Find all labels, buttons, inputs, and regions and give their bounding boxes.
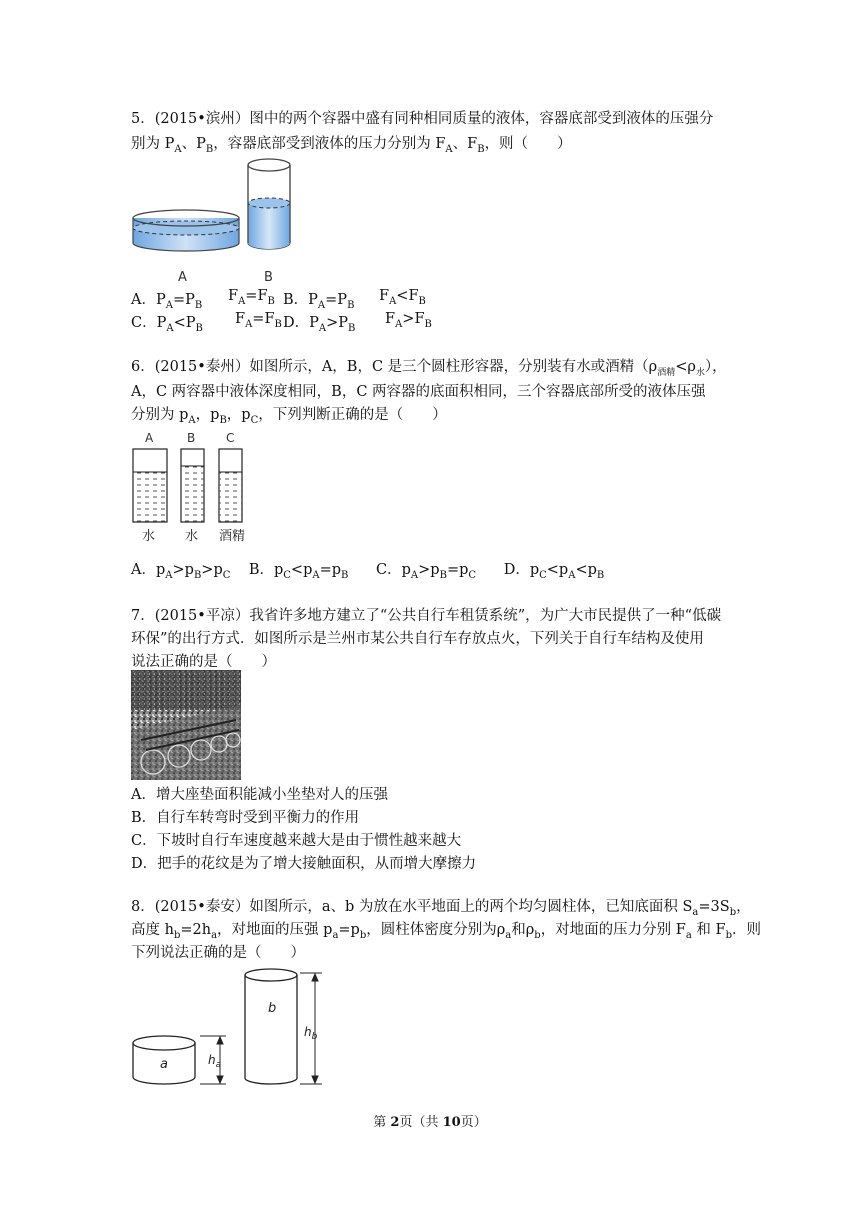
q5-option-a-force: $F_A=F_B$: [228, 288, 275, 307]
fig6-liquid-b: 水: [185, 529, 199, 544]
container-a-label: A: [178, 270, 187, 285]
q7-option-a: A．增大座垫面积能减小坐垫对人的压强: [131, 787, 388, 803]
height-a-label: $h_a$: [208, 1053, 222, 1070]
height-b-label: $h_b$: [304, 1025, 318, 1042]
q5-line2: 别为 $P_A$、$P_B$，容器底部受到液体的压力分别为 $F_A$、$F_B$，则（ ）: [131, 136, 572, 155]
q5-option-c-force: $F_A=F_B$: [235, 311, 282, 330]
q5-option-d-force: $F_A>F_B$: [385, 311, 432, 330]
q7-option-d: D．把手的花纹是为了增大接触面积，从而增大摩擦力: [131, 856, 477, 872]
q7-option-b: B．自行车转弯时受到平衡力的作用: [131, 810, 360, 826]
q7-line1: 7．(2015•平凉）我省许多地方建立了“公共自行车租赁系统”，为广大市民提供了一种“低碳: [131, 608, 722, 624]
q6-figure: [128, 428, 268, 548]
bicycle-photo: [131, 670, 241, 780]
fig6-label-c: C: [226, 431, 235, 445]
q6-line2: A，C 两容器中液体深度相同，B，C 两容器的底面积相同，三个容器底部所受的液体压强: [131, 384, 706, 400]
q5-option-b: B．$P_A=P_B$: [283, 292, 355, 311]
cylinder-b: [245, 969, 297, 1084]
q8-figure: [128, 962, 328, 1092]
q5-option-d: D．$P_A>P_B$: [283, 315, 356, 334]
q5-figure: [128, 155, 308, 285]
container-b: [248, 159, 290, 249]
q5-option-c: C．$P_A<P_B$: [131, 315, 203, 334]
container-b-label: B: [264, 270, 273, 285]
cylinder-b-label: b: [268, 1001, 277, 1016]
fig6-liquid-a: 水: [142, 529, 156, 544]
q7-line2: 环保”的出行方式．如图所示是兰州市某公共自行车存放点火，下列关于自行车结构及使用: [131, 631, 704, 647]
q5-option-a: A．$P_A=P_B$: [131, 292, 203, 311]
q7-line3: 说法正确的是（ ）: [131, 654, 276, 670]
q5-option-b-force: $F_A<F_B$: [379, 288, 426, 307]
q8-line1: 8．(2015•泰安）如图所示，a、b 为放在水平地面上的两个均匀圆柱体，已知底面积 $S_a=3S_b$，: [131, 899, 751, 918]
q5-line1: 5．(2015•滨州）图中的两个容器中盛有同种相同质量的液体，容器底部受到液体的压强分: [131, 111, 714, 127]
q6-line3: 分别为 $p_A$，$p_B$，$p_C$，下列判断正确的是（ ）: [131, 407, 447, 426]
fig6-label-b: B: [187, 431, 196, 445]
q8-line3: 下列说法正确的是（ ）: [131, 945, 305, 961]
q8-line2: 高度 $h_b=2h_a$，对地面的压强 $p_a=p_b$，圆柱体密度分别为$\rho_a$和$\rho_b$，对地面的压力分别 $F_a$ 和 $F_b$．则: [131, 922, 762, 941]
fig6-label-a: A: [145, 431, 154, 445]
fig6-liquid-c: 酒精: [219, 529, 246, 544]
container-a: [133, 210, 239, 251]
q7-option-c: C．下坡时自行车速度越来越大是由于惯性越来越大: [131, 833, 462, 849]
cylinder-a-label: a: [160, 1057, 168, 1072]
q6-options: A．$p_A>p_B>p_C$ B．$p_C<p_A=p_B$ C．$p_A>p_B=p_C$ D．$p_C<p_A<p_B$: [131, 562, 605, 581]
page-footer: 第 2页（共 10页）: [373, 1115, 487, 1130]
q6-line1: 6．(2015•泰州）如图所示，A，B，C 是三个圆柱形容器，分别装有水或酒精$(\rho_{酒精}<\rho_水)$，: [131, 359, 727, 378]
